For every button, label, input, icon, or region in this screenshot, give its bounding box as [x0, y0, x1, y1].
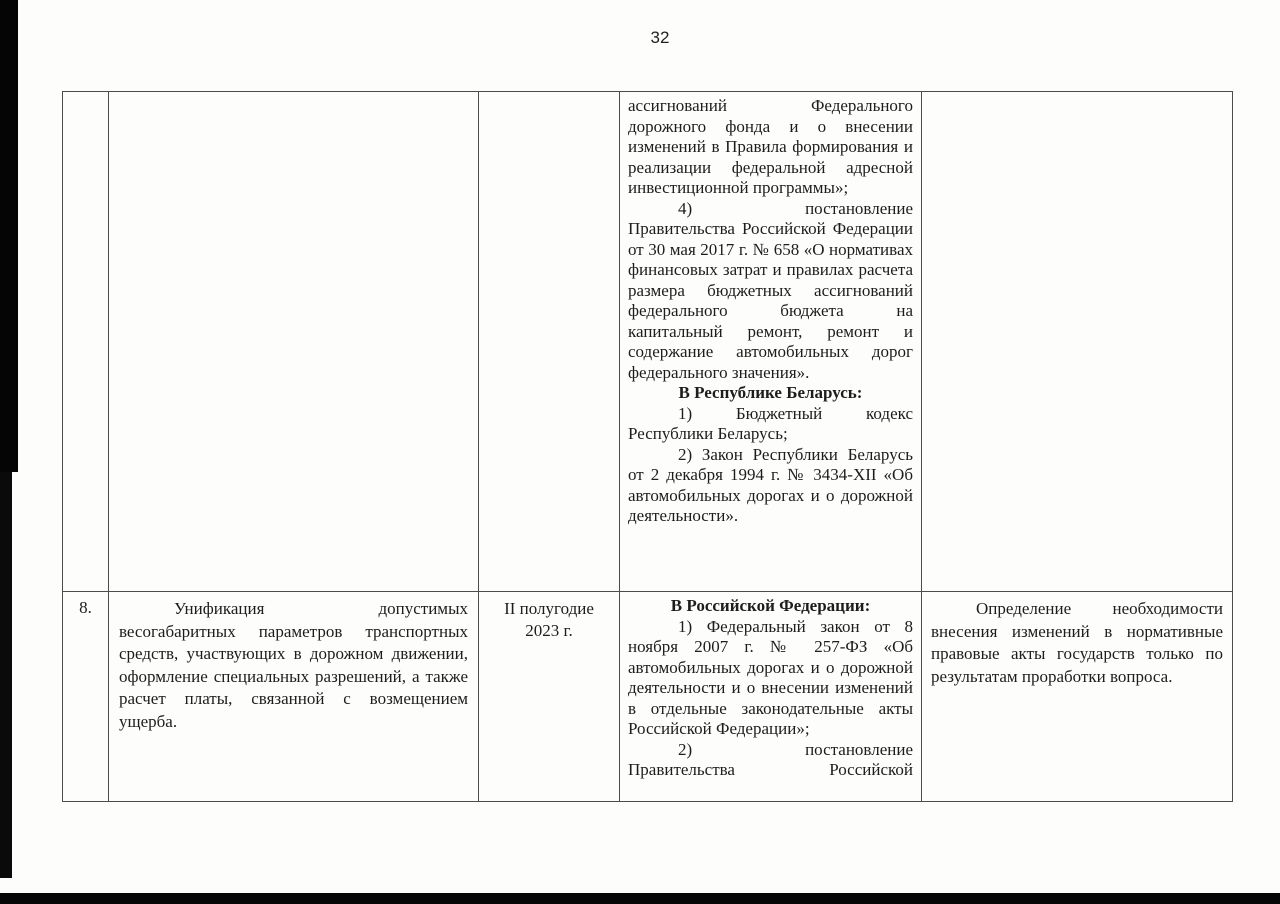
- cell-prev-row-description: [109, 92, 479, 592]
- cell-row8-number: [63, 592, 109, 801]
- note-text: Определение необходимости внесения изменений в нормативные правовые акты государств только по результатам проработки вопроса.: [931, 599, 1223, 686]
- cell-row8-description: [109, 592, 479, 801]
- scan-artifact-left-edge-lower: [0, 472, 12, 878]
- measure-description: Унификация допустимых весогабаритных параметров транспортных средств, участвующих в дорожном движении, оформление специальных разрешений, а также расчет платы, связанной с возмещением ущерба.: [119, 599, 468, 731]
- row-number: 8.: [79, 598, 92, 617]
- legal-act-paragraph: 1) Федеральный закон от 8 ноября 2007 г. № 257-ФЗ «Об автомобильных дорогах и о дорожной деятельности и о внесении изменений в отдельные законодательные акты Российской Федерации»;: [628, 616, 913, 738]
- legal-act-paragraph: 2) Закон Республики Беларусь от 2 декабря 1994 г. № 3434-XII «Об автомобильных дорогах и о дорожной деятельности».: [628, 444, 913, 525]
- legal-act-paragraph-cut: 2) постановление Правительства Российской: [628, 739, 913, 779]
- cell-prev-row-notes: [922, 92, 1232, 592]
- cell-prev-row-period: [479, 92, 620, 592]
- legal-act-paragraph: 4) постановление Правительства Российской Федерации от 30 мая 2017 г. № 658 «О нормативах финансовых затрат и правилах расчета размера бюджетных ассигнований федерального бюджета на капитальный ремонт, ремонт и содержание автомобильных дорог федерального значения».: [628, 198, 913, 382]
- document-table: [62, 91, 1233, 802]
- page-number: 32: [650, 28, 670, 47]
- cell-row8-legal-acts: [620, 592, 922, 801]
- cell-row8-period: [479, 592, 620, 801]
- cell-prev-row-legal-acts: [620, 92, 922, 592]
- scan-artifact-bottom-edge: [0, 893, 1280, 904]
- legal-act-paragraph: 1) Бюджетный кодекс Республики Беларусь;: [628, 403, 913, 443]
- country-heading-russia: В Российской Федерации:: [670, 596, 871, 615]
- country-heading-belarus: В Республике Беларусь:: [678, 383, 863, 402]
- scan-artifact-left-edge: [0, 0, 18, 472]
- period-value: II полугодие 2023 г.: [504, 599, 594, 640]
- cell-prev-row-number: [63, 92, 109, 592]
- cell-row8-notes: [922, 592, 1232, 801]
- legal-act-paragraph: ассигнований Федерального дорожного фонда и о внесении изменений в Правила формирования и реализации федеральной адресной инвестиционной программы»;: [628, 96, 913, 197]
